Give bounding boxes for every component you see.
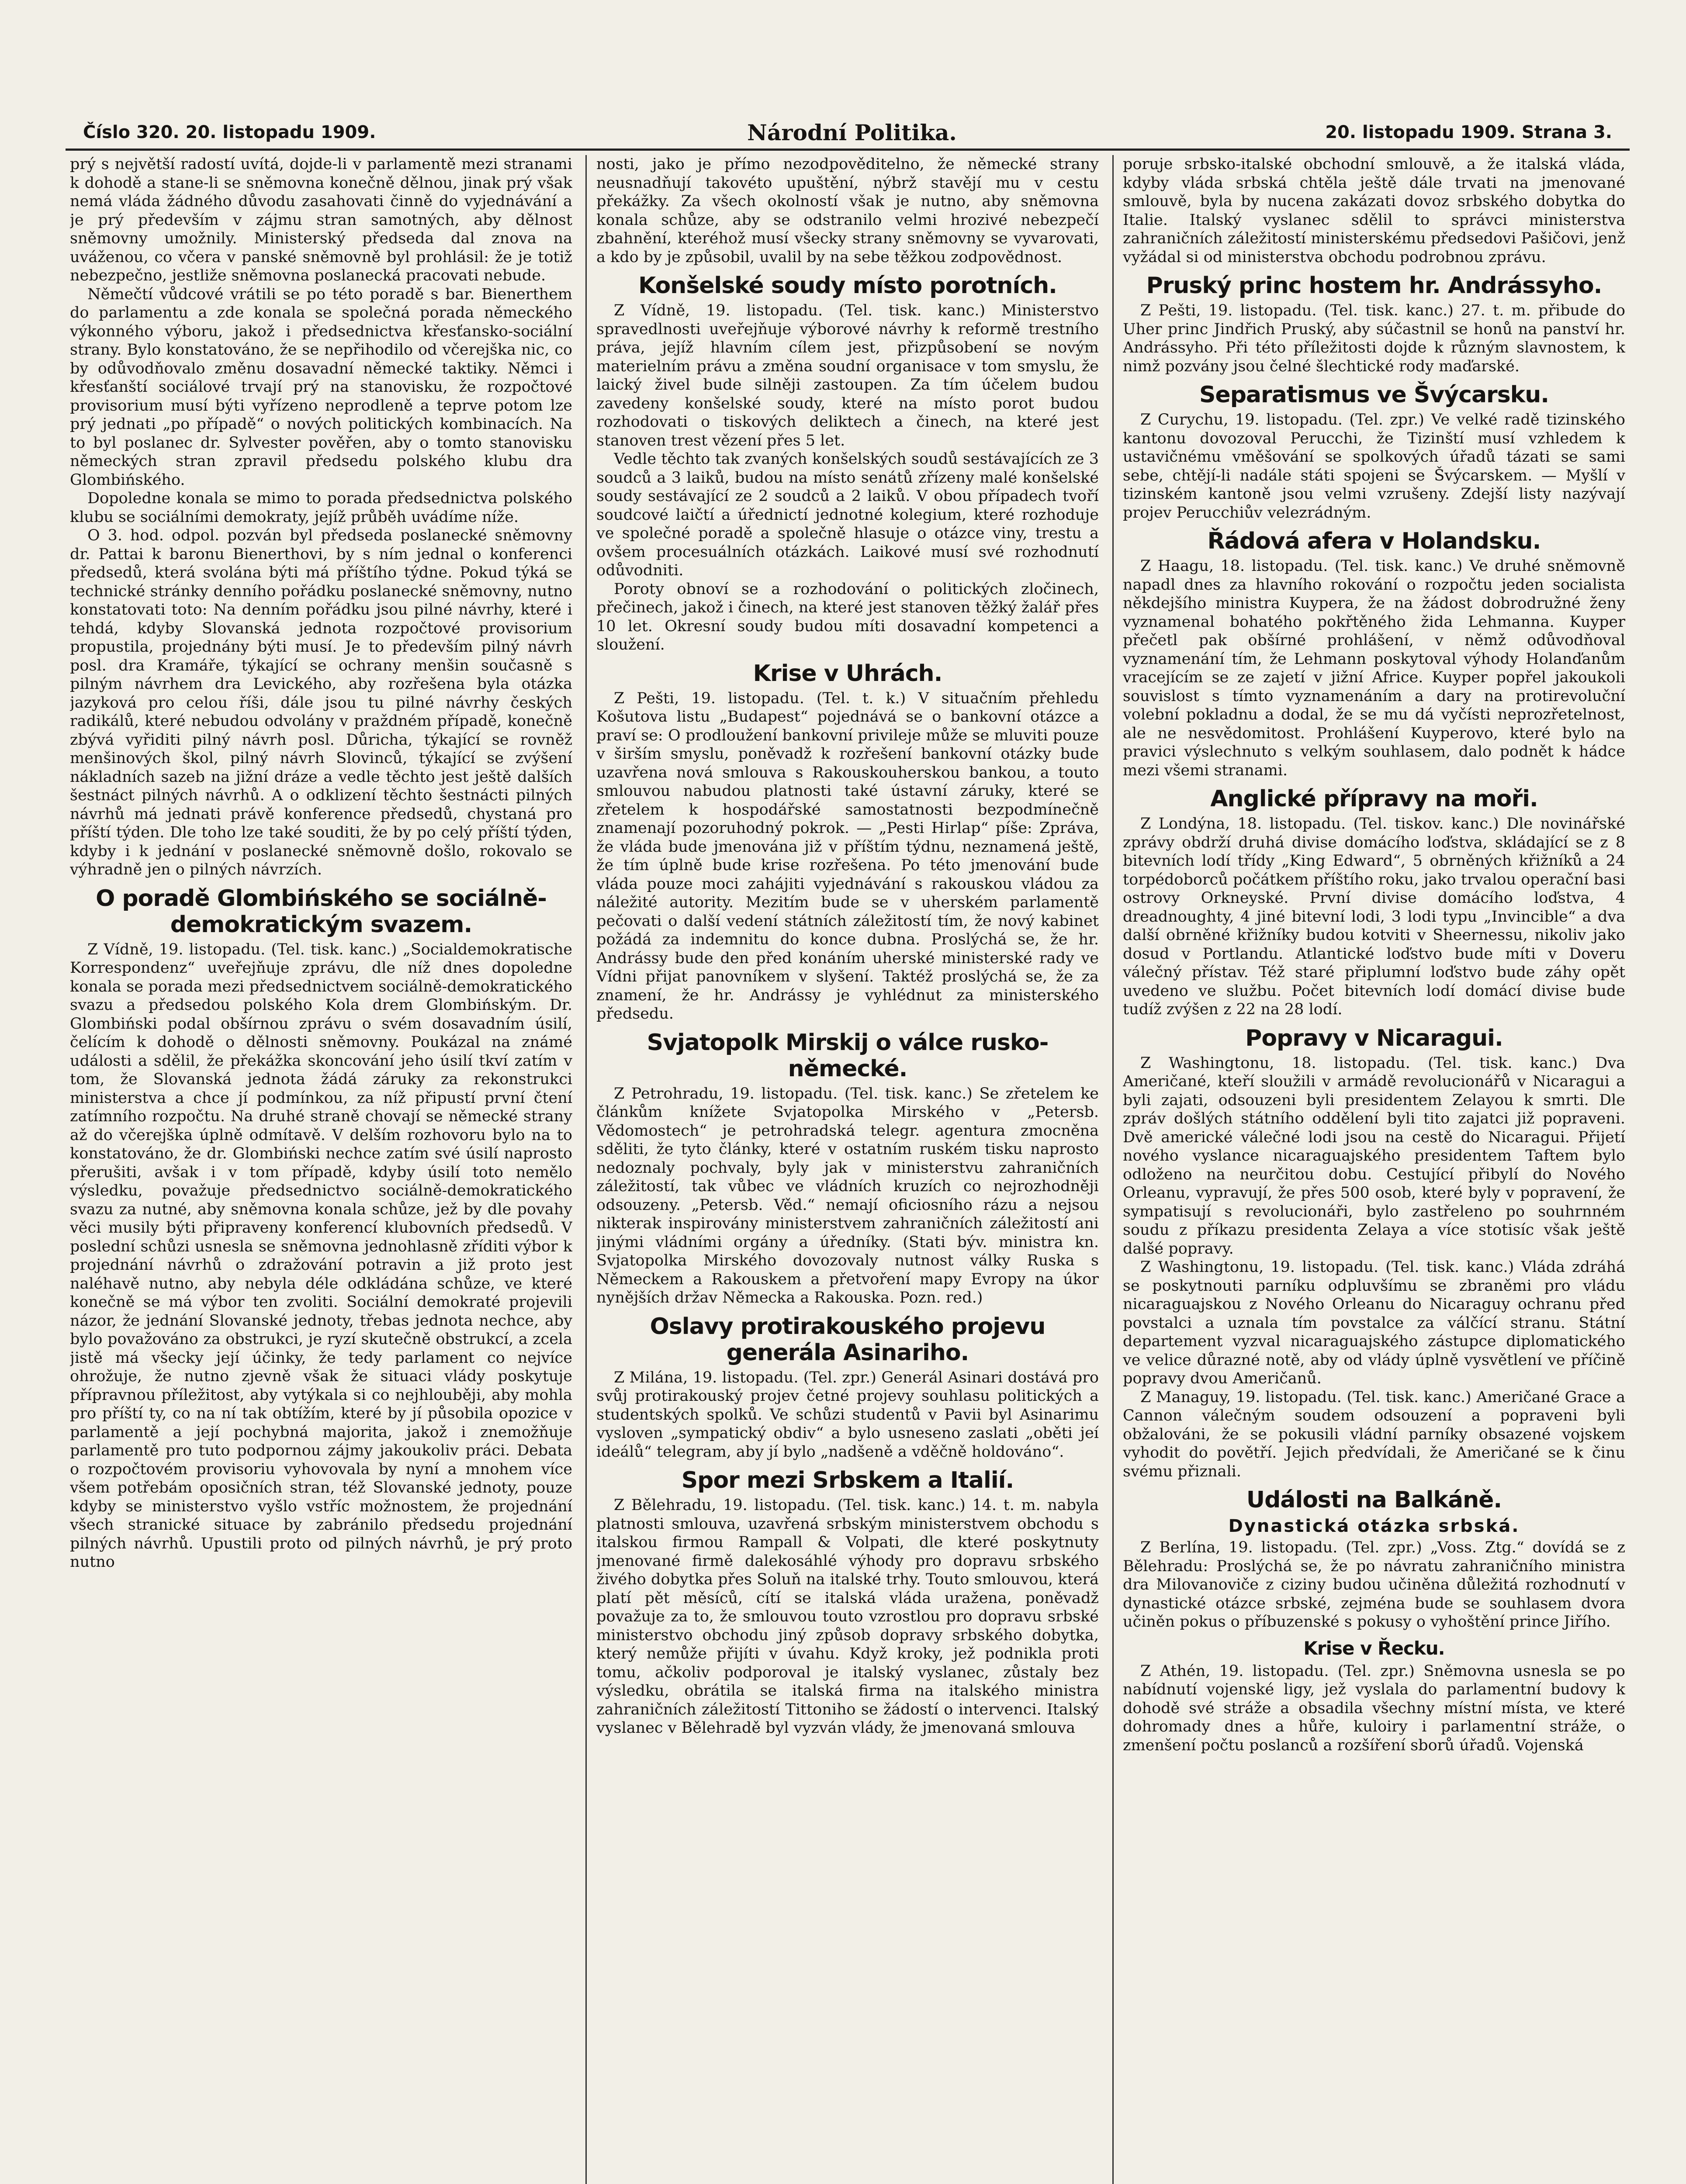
article-headline: Pruský princ hostem hr. Andrássyho.	[1146, 273, 1602, 299]
paragraph: Z Pešti, 19. listopadu. (Tel. t. k.) V situačním přehledu Košutova listu „Budapest“ pojednává se o bankovní otázce a praví se: O prodloužení bankovní privileje může se mluviti pouze v širším smyslu, poněvadž k rozřešení bankovní otázky bude uzavřena nová smlouva s Rakouskouherskou bankou, a touto smlouvou nabudou platnosti také ústavní záruky, které se zřetelem k hospodářské samostatnosti bezpodmínečně znamenají pozoruhodný pokrok. — „Pesti Hirlap“ píše: Zpráva, že vláda bude jmenována již v příštím týdnu, neznamená ještě, že tím úplně bude krise rozřešena. Po této jmenování bude vláda pouze moci zahájiti vyjednávání s rakouskou vládou za náležité autority. Mezitím bude se v uherském parlamentě pečovati o další vedení státních záležitostí tím, že nový kabinet požádá za indemnitu do konce dubna. Proslýchá se, že hr. Andrássy bude den před konáním uherské ministerské rady ve Vídni přijat panovníkem v slyšení. Taktéž proslýchá se, že za znamení, že hr. Andrássy je vyhlédnut za ministerského předsedu.	[596, 689, 1099, 1023]
paragraph: Z Milána, 19. listopadu. (Tel. zpr.) Generál Asinari dostává pro svůj protirakouský projev četné projevy souhlasu politických a studentských spolků. Ve schůzi studentů v Pavii byl Asinarimu vysloven „sympatický obdiv“ a bylo usneseno zaslati „oběti jeí ideálů“ telegram, aby jí bylo „nadšeně a vděčně holdováno“.	[596, 1368, 1099, 1461]
paragraph: Z Athén, 19. listopadu. (Tel. zpr.) Sněmovna usnesla se po nabídnutí vojenské ligy, jež vyslala do parlamentní budovy k dohodě své stráže a obsadila všechny místní místa, ve které dohromady dnes a hůře, kuloiry i parlamentní stráže, o zmenšení počtu poslanců a rozšíření sborů úřadů. Vojenská	[1123, 1662, 1625, 1754]
paragraph: Z Petrohradu, 19. listopadu. (Tel. tisk. kanc.) Se zřetelem ke článkům knížete Svjatopolka Mirského v „Petersb. Vědomostech“ je petrohradská telegr. agentura zmocněna sděliti, že tyto články, které v ostatním ruském tisku naprosto nedoznaly pochvaly, byly jak v ministerstvu zahraničních záležitostí, tak vůbec ve vládních kruzích co nejrozhodněji odsouzeny. „Petersb. Věd.“ nemají oficiosního rázu a nejsou nikterak inspirovány ministerstvem zahraničních záležitostí ani jinými vládními orgány a úředníky. (Stati býv. ministra kn. Svjatopolka Mirského dovozovaly nutnost války Ruska s Německem a Rakouskem a přetvoření mapy Evropy na úkor nynějších držav Německa a Rakouska. Pozn. red.)	[596, 1085, 1099, 1306]
paragraph: nosti, jako je přímo nezodpověditelno, že německé strany neusnadňují takovéto upuštění, nýbrž stavějí mu v cestu překážky. Za všech okolností však je nutno, aby sněmovna konala schůze, aby se odstranilo velmi hrozivé nebezpečí zbahnění, kteréhož musí všecky strany sněmovny se vyvarovati, a kdo by je způsobil, uvalil by na sebe těžkou zodpovědnost.	[596, 156, 1099, 266]
paragraph: Z Haagu, 18. listopadu. (Tel. tisk. kanc.) Ve druhé sněmovně napadl dnes za hlavního rokování o rozpočtu jeden socialista někdejšího ministra Kuypera, že na žádost dobrodružné ženy vyznamenal bohatého pokřtěného žida Lehmanna. Kuyper přečetl pak obšírné prohlášení, v němž odůvodňoval vyznamenání tím, že Lehmann poskytoval výhody Holanďanům vracejícím se ze zajetí v jižní Africe. Kuyper popřel jakoukoli souvislost s tímto vyznamenáním a dary na protirevoluční volební pokladnu a dodal, že se mu dá vyčísti neprozřetelnost, ale ne nesvědomitost. Prohlášení Kuyperovo, které bylo na pravici výslechnuto s velkým souhlasem, dalo podnět k hádce mezi všemi stranami.	[1123, 557, 1625, 779]
paragraph: Němečtí vůdcové vrátili se po této poradě s bar. Bienerthem do parlamentu a zde konala se společná porada německého výkonného výboru, jakož i předsednictva křesťansko-sociální strany. Bylo konstatováno, že se nepřihodilo od včerejška nic, co by odůvodňovalo změnu dosavadní německé taktiky. Němci i křesťanští sociálové trvají prý na stanovisku, že rozpočtové provisorium musí býti vyřízeno neprodleně a teprve potom lze prý jednati „po případě“ o nových politických kombinacích. Na to byl poslanec dr. Sylvester pověřen, aby o tomto stanovisku německých stran zpravil předsedu polského klubu dra Glombińského.	[70, 285, 572, 489]
paragraph: Vedle těchto tak zvaných konšelských soudů sestávajících ze 3 soudců a 3 laiků, budou na místo senátů zřízeny malé konšelské soudy sestávající ze 2 soudců a 2 laiků. V obou případech tvoří soudcové laičtí a úřednictí jednotné kolegium, které rozhoduje ve společné poradě a společně hlasuje o otázce viny, trestu a ovšem procesuálních otázkách. Laikové musí své rozhodnutí odůvodniti.	[596, 450, 1099, 579]
paragraph: prý s největší radostí uvítá, dojde-li v parlamentě mezi stranami k dohodě a stane-li se sněmovna konečně dělnou, jinak prý však nemá vláda žádného důvodu zasahovati činně do vyjednávání a je prý především v zájmu stran samotných, aby dělnost sněmovny umožnily. Ministerský předseda dal znova na uváženou, co včera v panské sněmovně byl prohlásil: že je totiž nebezpečno, jestliže sněmovna poslanecká pracovati nebude.	[70, 156, 572, 284]
column-rule	[1112, 155, 1114, 2184]
masthead	[66, 114, 1630, 151]
paragraph: Z Bělehradu, 19. listopadu. (Tel. tisk. kanc.) 14. t. m. nabyla platnosti smlouva, uzavřená srbským ministerstvem obchodu s italskou firmou Rampall & Volpati, dle které poskytnuty jmenované firmě dalekosáhlé výhody pro dopravu srbského živého dobytka přes Soluň na italské trhy. Touto smlouvou, která platí pět měsíců, cítí se italská vláda uražena, poněvadž považuje za to, že smlouvou touto vzrostlou pro dopravu srbské ministerstvo obchodu jiný způsob dopravy srbského dobytka, který nemůže přijíti v úvahu. Když kroky, jež podnikla proti tomu, ačkoliv podporoval je italský vyslanec, zůstaly bez výsledku, obrátila se italská firma na italského ministra zahraničních záležitostí Tittoniho se žádostí o intervenci. Italský vyslanec v Bělehradě byl vyzván vlády, že jmenovaná smlouva	[596, 1496, 1099, 1737]
column-1	[70, 155, 572, 2184]
newspaper-page	[66, 114, 1630, 2184]
section-headline: Události na Balkáně.	[1246, 1487, 1502, 1513]
paragraph: O 3. hod. odpol. pozván byl předseda poslanecké sněmovny dr. Pattai k baronu Bienerthovi, by s ním jednal o konferenci předsedů, která svolána býti má příštího týdne. Pokud týká se technické stránky denního pořádku poslanecké sněmovny, nutno konstatovati toto: Na denním pořádku jsou pilné návrhy, které i tehdá, kdyby Slovanská jednota rozpočtové provisorium propustila, projednány býti musí. Je to především pilný návrh posl. dra Kramáře, týkající se ochrany menšin současně s pilným návrhem dra Levického, aby rozřešena byla otázka jazyková pro celou říši, dále jsou tu pilné návrhy českých radikálů, které nebudou odvolány v praždném případě, konečně zbývá vyřiditi pilný návrh posl. Důricha, týkající se rovněž menšinových škol, pilný návrh Slovinců, týkající se zvýšení nákladních sazeb na jižní dráze a vedle těchto jest ještě dalších šestnáct pilných návrhů. A o odklizení těchto šestnácti pilných návrhů má jednati právě konference předsedů, chystaná pro příští týden. Dle toho lze také souditi, že by po celý příští týden, kdyby i k jednání v poslanecké sněmovně došlo, rokovalo se výhradně jen o pilných návrzích.	[70, 527, 572, 878]
paragraph: Z Pešti, 19. listopadu. (Tel. tisk. kanc.) 27. t. m. přibude do Uher princ Jindřich Pruský, aby súčastnil se honů na panství hr. Andrássyho. Při této příležitosti dojde k různým slavnostem, k nimž pozvány jsou čelné šlechtické rody maďarské.	[1123, 302, 1625, 375]
paragraph: Z Washingtonu, 19. listopadu. (Tel. tisk. kanc.) Vláda zdráhá se poskytnouti parníku odpluvšímu se zbraněmi pro vládu nicaraguajskou z Nového Orleanu do Nicaraguy ochranu před povstalci a uznala tím povstalce za válčící stranu. Státní departement vyzval nicaraguajského zástupce diplomatického ve velice důrazné notě, aby od vlády úplně vysvětlení ve příčině popravy dvou Američanů.	[1123, 1258, 1625, 1387]
column-3	[1123, 155, 1625, 2184]
paragraph: poruje srbsko-italské obchodní smlouvě, a že italská vláda, kdyby vláda srbská chtěla ještě dále trvati na jmenované smlouvě, byla by nucena zakázati dovoz srbského dobytka do Italie. Italský vyslanec sdělil to správci ministerstva zahraničních záležitostí ministerskému předsedovi Pašičovi, jenž vyžádal si od ministerstva obchodu podrobnou zprávu.	[1123, 156, 1625, 266]
paragraph: Z Washingtonu, 18. listopadu. (Tel. tisk. kanc.) Dva Američané, kteří sloužili v armádě revolucionářů v Nicaragui a byli zajati, odsouzeni byli presidentem Zelayou k smrti. Dle zpráv došlých státního oddělení byli tito zajatci již popraveni. Dvě americké válečné lodi jsou na cestě do Nicaragui. Přijetí nového vyslance nicaraguajského presidentem Taftem bylo odloženo na neurčitou dobu. Cestující přibylí do Nového Orleanu, vypravují, že přes 500 osob, které byly v popravení, že sympatisují s revolucionáři, bylo zastřeleno po souhrnném soudu z příkazu presidenta Zelaya a více stotisíc však ještě dalšé popravy.	[1123, 1054, 1625, 1258]
article-headline: Spor mezi Srbskem a Italií.	[681, 1467, 1014, 1493]
article-headline: Separatismus ve Švýcarsku.	[1199, 382, 1549, 408]
page-info: 20. listopadu 1909. Strana 3.	[1325, 122, 1612, 142]
paragraph: Poroty obnoví se a rozhodování o politických zločinech, přečinech, jakož i činech, na které jest stanoven těžký žalář přes 10 let. Okresní soudy budou míti dosavadní kompetenci a sloužení.	[596, 580, 1099, 653]
article-headline: Krise v Uhrách.	[753, 660, 942, 687]
article-headline: Konšelské soudy místo porotních.	[638, 273, 1057, 299]
paragraph: Z Managuy, 19. listopadu. (Tel. tisk. kanc.) Američané Grace a Cannon válečným soudem odsouzení a popraveni byli obžalováni, že se pokusili vládní parníky obsazené vojskem vyhodit do povětří. Jejich předvídali, že Američané se k činu svému přiznali.	[1123, 1388, 1625, 1480]
article-headline: Krise v Řecku.	[1303, 1637, 1445, 1659]
article-headline: Popravy v Nicaragui.	[1245, 1025, 1503, 1051]
article-headline: Svjatopolk Mirskij o válce rusko-německé.	[647, 1029, 1049, 1082]
paragraph: Dopoledne konala se mimo to porada předsednictva polského klubu se sociálními demokraty, jejíž průběh uvádíme níže.	[70, 490, 572, 526]
paragraph: Z Vídně, 19. listopadu. (Tel. tisk. kanc.) „Socialdemokratische Korrespondenz“ uveřejňuje zprávu, dle níž dnes dopoledne konala se porada mezi předsednictvem sociálně-demokratického svazu a předsedou polského Kola drem Glombińským. Dr. Glombiński podal obšírnou zprávu o svém dosavadním úsilí, čelícím k dohodě o dělnosti sněmovny. Poukázal na známé události a sdělil, že překážka skoncování jeho úsilí tkví zatím v tom, že Slovanská jednota žádá záruky za rekonstrukci ministerstva a chce jí podmínkou, za níž připustí první čtení zatímního rozpočtu. Na druhé straně chovají se německé strany až do včerejška úplně odmítavě. V delším rozhovoru bylo na to konstatováno, že dr. Glombiński nechce zatím své úsilí naprosto přerušiti, avšak i v tom případě, kdyby úsilí toto nemělo výsledku, považuje předsednictvo sociálně-demokratického svazu za nutné, aby sněmovna konala schůze, jež by dle povahy věci musily býti připraveny konferencí klubovních předsedů. V poslední schůzi usnesla se sněmovna jednohlasně zříditi výbor k projednání návrhů o zdražování potravin a již proto jest naléhavě nutno, aby nebyla déle odkládána schůze, ve které konečně se má výbor ten zvoliti. Sociální demokraté projevili názor, že jednání Slovanské jednoty, třebas jednota nechce, aby bylo považováno za obstrukci, je ryzí skutečně obstrukcí, a zcela jistě má všecky její účinky, že tedy parlament co nejvíce ohrožuje, že nutno zjevně však že situaci vlády poskytuje přípravnou příležitost, aby vytýkala si co nejhlouběji, aby mohla pro příští ty, co na ní tak obtížím, které by jí působila opozice v parlamentě a její pochybná majorita, jakož i znemožňuje parlamentě pro tuto podpornou zájmy jakoukoliv práci. Debata o rozpočtovém provisoriu vyhovovala by nyní a mnohem více všem potřebám oposičních stran, též Slovanské jednoty, pouze kdyby se ministerstvo vyšlo vstříc možnostem, že projednání všech stranické situace by zabránilo předsedu projednání pilných návrhů. Upustili proto od pilných návrhů, je prý proto nutno	[70, 940, 572, 1571]
paragraph: Z Berlína, 19. listopadu. (Tel. zpr.) „Voss. Ztg.“ dovídá se z Bělehradu: Proslýchá se, že po návratu zahraničního ministra dra Milovanoviče z ciziny budou učiněna důležitá rozhodnutí v dynastické otázce srbské, zejména bude se souhlasem dvora učiněn pokus o příbuzenské s pokusy o vyhoštění prince Jiřího.	[1123, 1539, 1625, 1631]
article-headline: Anglické přípravy na moři.	[1210, 786, 1538, 812]
column-rule	[585, 155, 587, 2184]
column-2	[596, 155, 1099, 2184]
issue-info: Číslo 320. 20. listopadu 1909.	[83, 122, 376, 142]
article-headline: O poradě Glombińského se sociálně-demokratickým svazem.	[96, 885, 547, 938]
paragraph: Z Curychu, 19. listopadu. (Tel. zpr.) Ve velké radě tizinského kantonu dovozoval Perucchi, že Tizinští musí vzhledem k ustavičnému vměšování se spolkových úřadů tázati se sami sebe, chtějí-li nadále státi spojeni se Švýcarskem. — Myšlí v tizinském kantoně jsou velmi vzrušeny. Zdejší listy nazývají projev Perucchiův velezrádným.	[1123, 411, 1625, 522]
paragraph: Z Vídně, 19. listopadu. (Tel. tisk. kanc.) Ministerstvo spravedlnosti uveřejňuje výborové návrhy k reformě trestního práva, jejíž hlavním cílem jest, přizpůsobení se novým materielním právu a změna soudní organisace v tom smyslu, že laický živel bude silněji zastoupen. Za tím účelem budou zavedeny konšelské soudy, které na místo porot budou rozhodovati o tiskových deliktech a činech, na které jest stanoven trest vězení přes 5 let.	[596, 302, 1099, 449]
article-headline: Oslavy protirakouského projevu generála Asinariho.	[650, 1313, 1046, 1366]
article-subheadline: Dynastická otázka srbská.	[1228, 1516, 1520, 1536]
paragraph: Z Londýna, 18. listopadu. (Tel. tiskov. kanc.) Dle novinářské zprávy obdrží druhá divise domácího loďstva, skládající se z 8 bitevních lodí třídy „King Edward“, 5 obrněných křižníků a 24 torpédoborců počátkem příštího roku, jako trvalou operační basi ostrovy Orkneyské. První divise domácího loďstva, 4 dreadnoughty, 4 jiné bitevní lodi, 3 lodi typu „Invincible“ a dva další obrněné křižníky budou kotviti v Sheernessu, nikoliv jako dosud v Portlandu. Atlantické loďstvo bude míti v Doveru válečný přístav. Též staré připlumní loďstvo bude záhy opět uvedeno ve službu. Počet bitevních lodí domácí divise bude tudíž zvýšen z 22 na 28 lodí.	[1123, 815, 1625, 1018]
newspaper-title: Národní Politika.	[747, 120, 957, 145]
article-headline: Řádová afera v Holandsku.	[1207, 528, 1541, 554]
